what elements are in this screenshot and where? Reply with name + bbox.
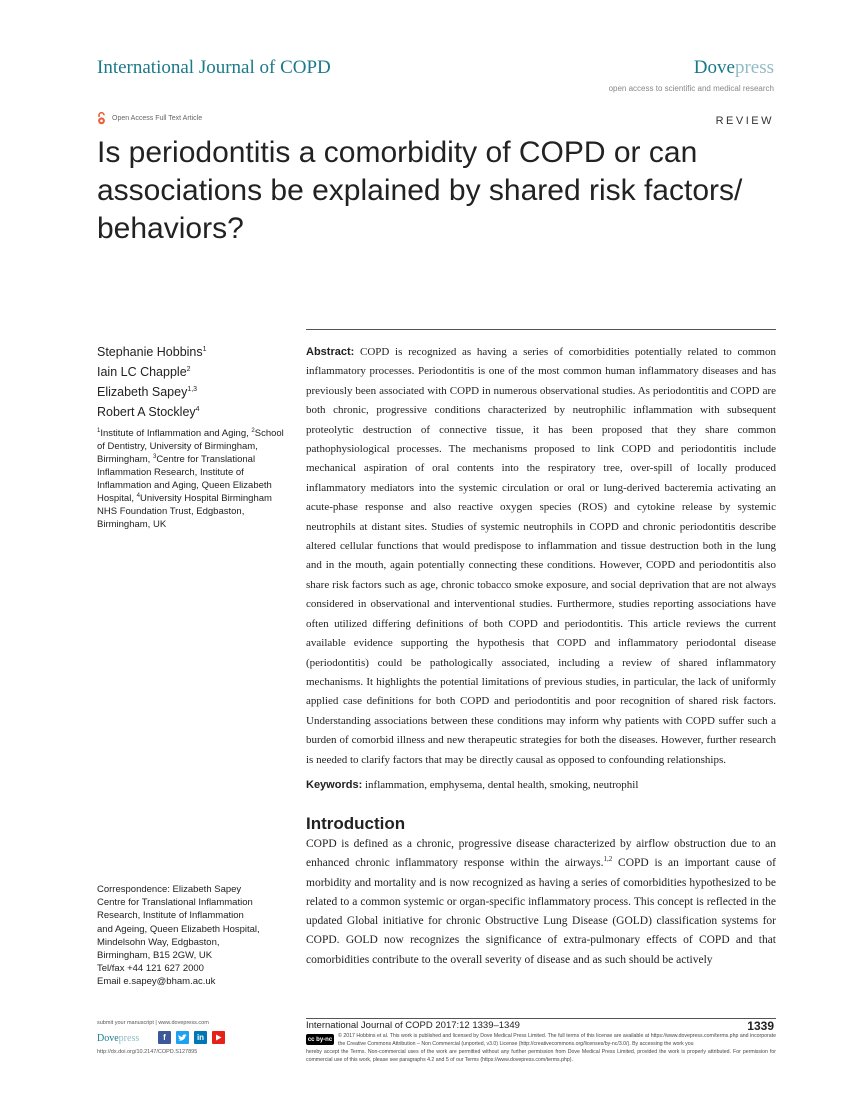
twitter-icon[interactable] [176,1031,189,1044]
youtube-icon[interactable] [212,1031,225,1044]
keywords-text: inflammation, emphysema, dental health, smoking, neutrophil [362,779,639,791]
section-heading-introduction: Introduction [306,814,406,833]
publisher-tagline: open access to scientific and medical research [608,84,774,93]
open-access-icon [97,112,106,125]
journal-citation: International Journal of COPD 2017:12 1339–1349 [306,1020,520,1031]
author: Elizabeth Sapey$^{1,3}$ [97,385,198,399]
affiliations: $^1$Institute of Inflammation and Aging, $^2$School of Dentistry, University of Birmingham, Birmingham, $^3$Centre for Translational Inflammation Research, Institute of Inflammation and Aging, Queen Elizabeth Hospital, $^4$University Hospital Birmingham NHS Foundation Trust, Edgbaston, Birmingham, UK [97,427,284,530]
author: Robert A Stockley$^4$ [97,405,200,419]
page-number: 1339 [747,1019,774,1033]
correspondence: Correspondence: Elizabeth Sapey Centre for Translational Inflammation Research, Institute of Inflammation and Ageing, Queen Elizabeth Hospital, Mindelsohn Way, Edgbaston, Birmingham, B15 2GW, UK Tel/fax +44 121 627 2000 Email e.sapey@bham.ac.uk [97,883,297,989]
submit-manuscript-link[interactable]: submit your manuscript | www.dovepress.com [97,1020,209,1026]
license-text-continued: hereby accept the Terms. Non-commercial uses of the work are permitted without any further permission from Dove Medical Press Limited, provided the work is properly attributed. For permission for commercial use of this work, please see paragraphs 4.2 and 5 of our Terms (https://www.dovepress.com/terms.php). [306,1049,776,1064]
brand-part-2: press [734,57,774,78]
correspondence-email[interactable]: Email e.sapey@bham.ac.uk [97,976,216,988]
facebook-icon[interactable]: f [158,1031,171,1044]
keywords-label: Keywords: [306,779,363,791]
publisher-logo-small[interactable]: Dovepress [97,1033,140,1044]
article-type: REVIEW [715,115,774,127]
open-access-label: Open Access Full Text Article [112,115,203,122]
open-access-badge [97,112,202,125]
divider-bottom [306,1018,776,1019]
creative-commons-icon[interactable]: cc by-nc [306,1034,334,1045]
publisher-logo[interactable] [694,57,774,79]
brand-part-1: Dove [693,57,735,78]
author-list [97,342,207,422]
abstract-text: COPD is recognized as having a series of comorbidities potentially related to common inflammatory processes. Periodontitis is one of the most common human inflammatory diseases and has previously been associated with COPD in numerous observational studies. As periodontitis and COPD are both chronic, progressive conditions characterized by neutrophilic inflammation with subsequent proteolytic destruction of connective tissue, it has been proposed that they share common pathophysiological processes. The mechanisms proposed to link COPD and periodontitis include mechanical aspiration of oral contents into the respiratory tree, over-spill of locally produced inflammatory mediators into the systemic circulation or oral or lung-derived bacteremia activating an acute-phase response and also reactive oxygen species (ROS) and cytokine release by systemic neutrophils at distant sites. Studies of systemic neutrophils in COPD and chronic periodontitis describe altered cellular functions that would predispose to inflammation and tissue destruction both in the lung and in the mouth, again potentially connecting these conditions. However, COPD and periodontitis also share risk factors such as age, chronic tobacco smoke exposure, and social deprivation that are not always considered in observational and interventional studies. Furthermore, studies reporting associations have often utilized differing definitions of both COPD and periodontitis. This article reviews the current available evidence supporting the hypothesis that COPD and inflammatory periodontal disease (periodontitis) could be pathologically associated, including a review of shared inflammatory mechanisms. It highlights the potential limitations of previous studies, in particular, the lack of uniformly applied case definitions for both COPD and periodontitis and poor recognition of shared risk factors. Understanding associations between these conditions may inform why patients with COPD suffer such a burden of comorbid illness and new therapeutic strategies for both the diseases. However, further research is needed to clarify factors that may be directly causal as opposed to confounding relationships. [306,346,776,766]
abstract-label: Abstract: [306,346,355,358]
doi-link[interactable]: http://dx.doi.org/10.2147/COPD.S127895 [97,1049,198,1055]
author: Stephanie Hobbins$^1$ [97,345,207,359]
author: Iain LC Chapple$^2$ [97,365,191,379]
citation-ref[interactable]: 1,2 [603,855,613,864]
divider-top [306,329,776,330]
introduction-paragraph: COPD is defined as a chronic, progressive disease characterized by airflow obstruction due to an enhanced chronic inflammatory response within the airways.$^{1,2}$ COPD is an important cause of morbidity and mortality and is now recognized as having a series of comorbidities hypothesized to be related to a common systemic or organ-specific inflammatory process. This concept is reflected in the updated Global initiative for chronic Obstructive Lung Disease (GOLD) classification systems for COPD. GOLD now recognizes the significance of extra-pulmonary effects of COPD and that comorbidities contribute to the overall severity of disease and as such should be actively [306,838,776,966]
social-links [158,1031,225,1044]
abstract [306,343,776,770]
keywords [306,776,776,795]
journal-name: International Journal of COPD [97,57,331,78]
article-title: Is periodontitis a comorbidity of COPD or can associations be explained by shared risk factors/ behaviors? [97,136,743,245]
linkedin-icon[interactable]: in [194,1031,207,1044]
license-text: © 2017 Hobbins et al. This work is published and licensed by Dove Medical Press Limited. The full terms of this license are available at https://www.dovepress.com/terms.php and incorporate the Creative Commons Attribution – Non Commercial (unported, v3.0) License (http://creativecommons.org/licenses/by-nc/3.0/). By accessing the work you [338,1033,776,1048]
